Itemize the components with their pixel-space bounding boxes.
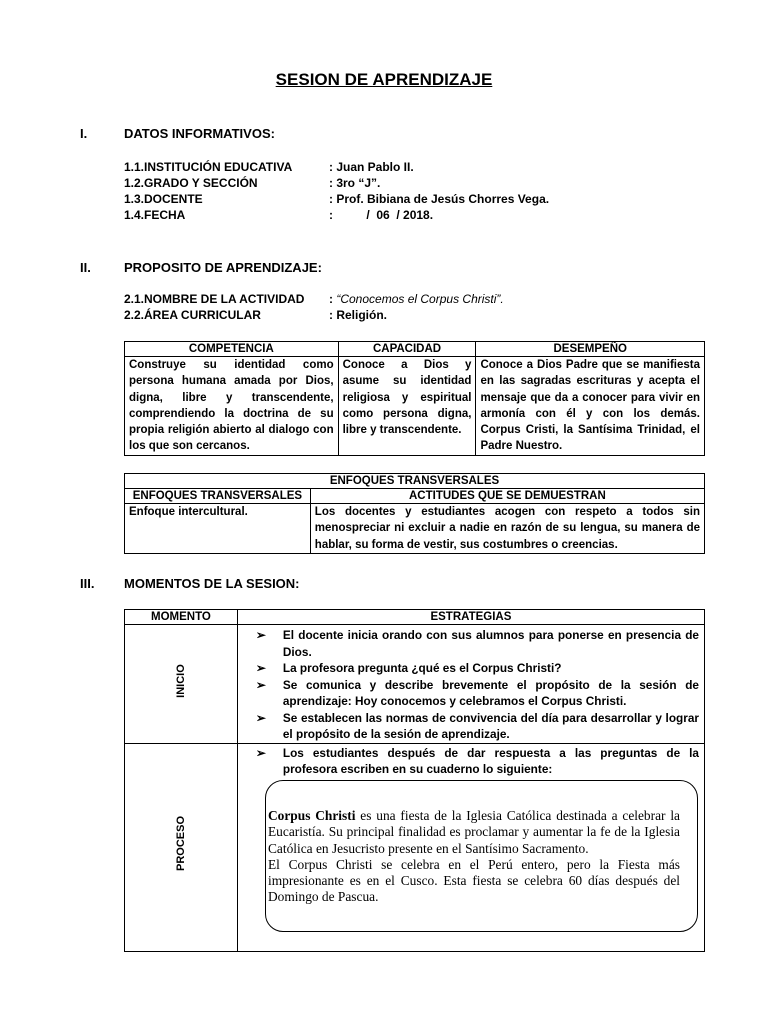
list-item-text: Los estudiantes después de dar respuesta a las preguntas de la profesora escriben en su cuaderno lo siguiente: (282, 745, 699, 776)
activity-label: 2.1.NOMBRE DE LA ACTIVIDAD (124, 292, 305, 306)
section1-heading: DATOS INFORMATIVOS: (124, 126, 275, 141)
info-value: : Prof. Bibiana de Jesús Chorres Vega. (329, 192, 550, 206)
info-row-grade (124, 176, 684, 190)
arrow-bullet-icon: ➢ (255, 710, 266, 725)
arrow-bullet-icon: ➢ (255, 745, 266, 760)
proceso-label: PROCESO (175, 815, 187, 871)
area-label: 2.2.ÁREA CURRICULAR (124, 308, 261, 322)
inicio-cell (125, 625, 238, 744)
proceso-cell (125, 743, 238, 951)
area-row (124, 308, 684, 322)
header-estrategias: ESTRATEGIAS (237, 610, 704, 625)
activity-value: “Conocemos el Corpus Christi”. (336, 292, 504, 306)
table-row (125, 504, 705, 554)
enfoque-cell: Enfoque intercultural. (125, 504, 311, 554)
table-title-row (125, 474, 705, 489)
info-label: 1.3.DOCENTE (124, 192, 203, 206)
area-value: : Religión. (329, 308, 387, 322)
section2-heading: PROPOSITO DE APRENDIZAJE: (124, 260, 322, 275)
table-header-row (125, 342, 705, 357)
info-value: : Juan Pablo II. (329, 160, 414, 174)
activity-value-wrap (329, 292, 504, 306)
proceso-list (238, 745, 699, 778)
info-row-teacher (124, 192, 684, 206)
list-item-text: El docente inicia orando con sus alumnos para ponerse en presencia de Dios. (282, 628, 699, 659)
inicio-label: INICIO (175, 664, 187, 698)
header-capacidad: CAPACIDAD (338, 342, 476, 357)
info-row-institution (124, 160, 684, 174)
activity-colon: : (329, 292, 337, 306)
competencia-cell: Construye su identidad como persona humana amada por Dios, digna, libre y transcendente, comprendiendo la doctrina de su propia religión abierto al dialogo con los que son cercanos. (125, 357, 339, 456)
header-competencia: COMPETENCIA (125, 342, 339, 357)
arrow-bullet-icon: ➢ (255, 677, 266, 692)
list-item (238, 660, 699, 677)
table-header-row (125, 610, 705, 625)
capacidad-cell: Conoce a Dios y asume su identidad religiosa y espiritual como persona digna, libre y transcendente. (338, 357, 476, 456)
header-momento: MOMENTO (125, 610, 238, 625)
section2-number: II. (80, 260, 91, 275)
info-row-date (124, 208, 684, 222)
info-value: : 3ro “J”. (329, 176, 381, 190)
header-desempeno: DESEMPEÑO (476, 342, 705, 357)
actitud-cell: Los docentes y estudiantes acogen con respeto a todos sin menospreciar ni excluir a nadie en razón de su lengua, su manera de hablar, su forma de vestir, sus costumbres o creencias. (310, 504, 704, 554)
section3-heading: MOMENTOS DE LA SESION: (124, 576, 300, 591)
notebook-text (268, 808, 680, 906)
inicio-strategies (237, 625, 704, 744)
section3-number: III. (80, 576, 95, 591)
competence-table (124, 341, 705, 456)
list-item (238, 710, 699, 743)
box-paragraph-2: El Corpus Christi se celebra en el Perú entero, pero la Fiesta más impresionante es en el Cusco. Esta fiesta se celebra 60 días después del Domingo de Pascua. (268, 856, 680, 905)
header-enfoques: ENFOQUES TRANSVERSALES (125, 489, 311, 504)
arrow-bullet-icon: ➢ (255, 661, 266, 675)
list-item (238, 745, 699, 778)
arrow-bullet-icon: ➢ (255, 628, 266, 642)
table-row-inicio (125, 625, 705, 744)
list-item (238, 677, 699, 710)
list-item-text: La profesora pregunta ¿qué es el Corpus Christi? (282, 661, 562, 675)
inicio-list (238, 627, 699, 743)
info-label: 1.4.FECHA (124, 208, 186, 222)
info-label: 1.1.INSTITUCIÓN EDUCATIVA (124, 160, 293, 174)
enfoques-table (124, 473, 705, 554)
table-row (125, 357, 705, 456)
header-actitudes: ACTITUDES QUE SE DEMUESTRAN (310, 489, 704, 504)
page-title: SESION DE APRENDIZAJE (275, 70, 493, 89)
info-label: 1.2.GRADO Y SECCIÓN (124, 176, 258, 190)
desempeno-cell: Conoce a Dios Padre que se manifiesta en las sagradas escrituras y acepta el mensaje que da a conocer para vivir en armonía con él y con los demás. Corpus Cristi, la Santísima Trinidad, el Padre Nuestro. (476, 357, 705, 456)
list-item (238, 627, 699, 660)
info-value: : / 06 / 2018. (329, 208, 434, 222)
list-item-text: Se establecen las normas de convivencia del día para desarrollar y lograr el propósito de la sesión de aprendizaje. (282, 710, 699, 741)
corpus-christi-bold: Corpus Christi (268, 808, 356, 823)
activity-row (124, 292, 684, 306)
enfoques-title: ENFOQUES TRANSVERSALES (125, 474, 705, 489)
table-header-row (125, 489, 705, 504)
list-item-text: Se comunica y describe brevemente el propósito de la sesión de aprendizaje: Hoy conocemos y celebramos el Corpus Christi. (282, 677, 699, 708)
box-paragraph-1: es una fiesta de la Iglesia Católica destinada a celebrar la Eucaristía. Su principal finalidad es proclamar y aumentar la fe de la Iglesia Católica en Jesucristo presente en el Santísimo Sacramento. (268, 808, 680, 856)
section1-number: I. (80, 126, 88, 141)
